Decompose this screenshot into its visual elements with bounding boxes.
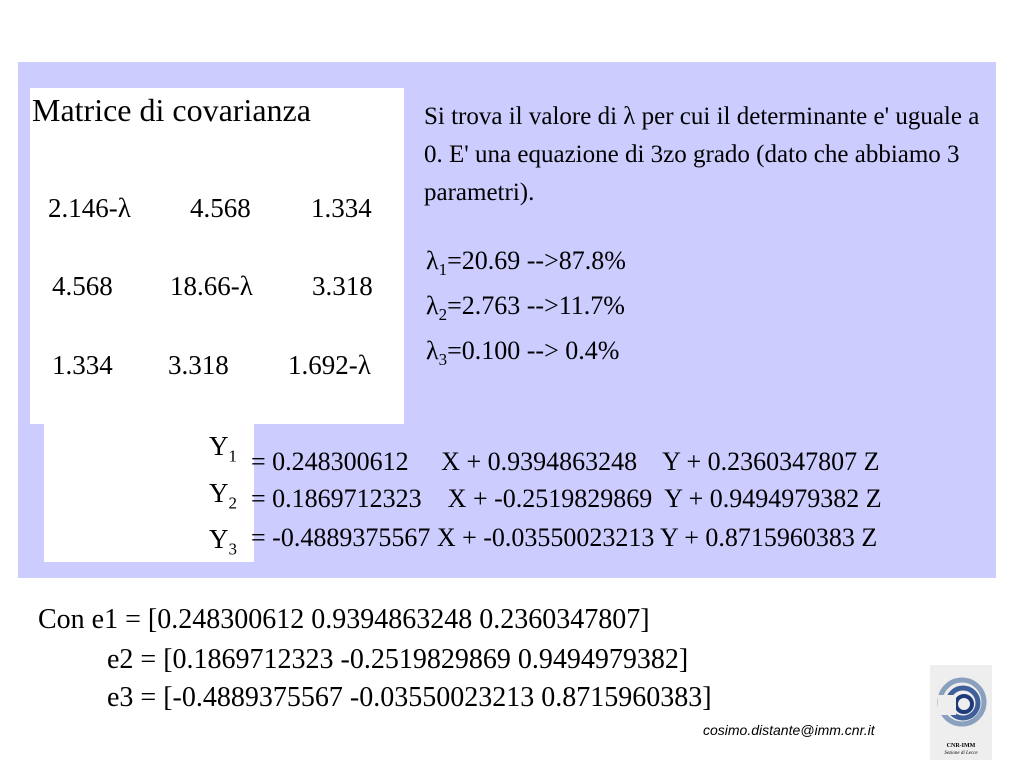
matrix-cell: 1.334 (311, 193, 372, 223)
matrix-cell: 3.318 (168, 350, 229, 380)
matrix-title: Matrice di covarianza (32, 92, 311, 128)
component-symbol: Y (209, 431, 229, 461)
author-email[interactable]: cosimo.distante@imm.cnr.it (703, 722, 875, 738)
eigenvalue-1 (426, 246, 626, 280)
component-label-1 (209, 431, 237, 466)
matrix-cell: 3.318 (312, 271, 373, 301)
component-label-2 (209, 478, 237, 513)
component-equation-2: = 0.1869712323 X + -0.2519829869 Y + 0.9494979382 Z (251, 484, 882, 513)
component-symbol: Y (209, 478, 229, 508)
lambda-index: 1 (438, 260, 448, 280)
eigenvector-e3: e3 = [-0.4889375567 -0.03550023213 0.8715960383] (107, 682, 712, 713)
logo-subtitle: Sezione di Lecce (944, 751, 978, 756)
matrix-cell: 2.146-λ (48, 193, 131, 223)
eigenvalue-text: =2.763 -->11.7% (447, 291, 625, 320)
component-index: 1 (228, 446, 237, 466)
lambda-index: 3 (438, 350, 448, 370)
cnr-imm-logo (930, 665, 992, 760)
eigenvalue-2 (426, 291, 625, 325)
component-index: 3 (228, 539, 237, 559)
component-index: 2 (228, 493, 237, 513)
matrix-cell: 1.334 (52, 350, 113, 380)
component-label-3 (209, 524, 237, 559)
component-equation-3: = -0.4889375567 X + -0.03550023213 Y + 0.8715960383 Z (251, 523, 878, 552)
matrix-cell: 18.66-λ (170, 271, 253, 301)
eigenvalue-3 (426, 336, 619, 370)
lambda-symbol: λ (426, 246, 439, 275)
logo-name: CNR-IMM (946, 743, 976, 749)
eigenvector-e2: e2 = [0.1869712323 -0.2519829869 0.9494979382] (107, 644, 689, 675)
eigenvector-e1: Con e1 = [0.248300612 0.9394863248 0.2360347807] (38, 604, 650, 635)
eigenvalue-text: =20.69 -->87.8% (447, 246, 626, 275)
matrix-cell: 1.692-λ (288, 350, 371, 380)
matrix-cell: 4.568 (52, 271, 113, 301)
lambda-index: 2 (438, 305, 448, 325)
component-symbol: Y (209, 524, 229, 554)
matrix-cell: 4.568 (190, 193, 251, 223)
lambda-symbol: λ (426, 291, 439, 320)
lambda-symbol: λ (426, 336, 439, 365)
explanation-text: Si trova il valore di λ per cui il determinante e' uguale a 0. E' una equazione di 3zo grado (dato che abbiamo 3 parametri). (424, 103, 980, 206)
cnr-logo-icon (930, 665, 992, 743)
eigenvalue-text: =0.100 --> 0.4% (447, 336, 620, 365)
component-equation-1: = 0.248300612 X + 0.9394863248 Y + 0.2360347807 Z (251, 447, 880, 476)
